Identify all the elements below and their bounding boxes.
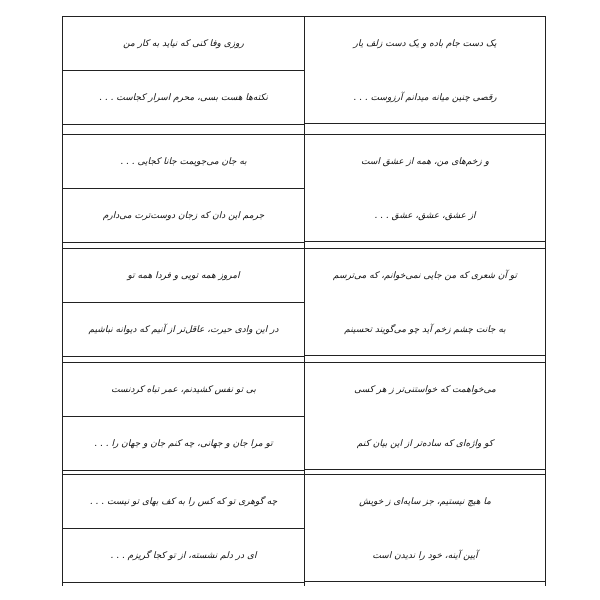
verse-line: می‌خواهمت که خواستنی‌تر ز هر کسی xyxy=(354,385,496,395)
verse-line: از عشق، عشق، عشق . . . xyxy=(374,211,476,221)
verse-line: کو واژه‌ای که ساده‌تر از این بیان کنم xyxy=(356,439,494,449)
quote-cell-left xyxy=(62,248,305,303)
quote-text: ای در دلم نشسته، از تو کجا گریزم . . . xyxy=(110,550,257,561)
quote-text: چه گوهری تو که کس را به کف بهای تو نیست . . . xyxy=(89,496,278,507)
quote-cell-left xyxy=(62,362,305,417)
verse-line: ما هیچ نیستیم، جز سایه‌ای ز خویش xyxy=(359,497,491,507)
verse-line: آیین آینه، خود را ندیدن است xyxy=(372,551,478,561)
quote-text: تو مرا جان و جهانی، چه کنم جان و جهان را . . . xyxy=(94,438,273,449)
quote-text: جرمم این دان که زجان دوست‌ترت می‌دارم xyxy=(102,210,265,221)
quote-cell-left xyxy=(62,16,305,71)
verse-cell-right xyxy=(304,16,546,124)
quote-text: روزی وفا کنی که نیاید به کار من xyxy=(123,38,244,49)
quote-cell-left xyxy=(62,134,305,189)
verse-line: یک دست جام باده و یک دست زلف یار xyxy=(353,39,497,49)
quote-cell-left xyxy=(62,302,305,357)
quote-cell-left xyxy=(62,70,305,125)
verse-line: به جانت چشم زخم آید چو می‌گویند تحسینم xyxy=(344,325,506,335)
quote-text: بی تو نفس کشیدنم، عمر تباه کردنست xyxy=(111,384,256,395)
verse-cell-right xyxy=(304,474,546,582)
verse-line: رقصی چنین میانه میدانم آرزوست . . . xyxy=(353,93,497,103)
verse-cell-right xyxy=(304,362,546,470)
quote-cell-left xyxy=(62,188,305,243)
verse-line: و زخم‌های من، همه از عشق است xyxy=(361,157,489,167)
quote-sheet xyxy=(62,16,546,586)
quote-text: به جان می‌جویمت جانا کجایی . . . xyxy=(120,156,247,167)
quote-text: نکته‌ها هست بسی، محرم اسرار کجاست . . . xyxy=(99,92,268,103)
verse-cell-right xyxy=(304,248,546,356)
quote-cell-left xyxy=(62,416,305,471)
quote-text: امروز همه تویی و فردا همه تو xyxy=(127,270,240,281)
quote-cell-left xyxy=(62,528,305,583)
verse-cell-right xyxy=(304,134,546,242)
verse-line: تو آن شعری که من جایی نمی‌خوانم، که می‌ترسم xyxy=(333,271,517,281)
quote-text: در این وادی حیرت، عاقل‌تر از آنیم که دیوانه نباشیم xyxy=(88,324,279,335)
quote-cell-left xyxy=(62,474,305,529)
